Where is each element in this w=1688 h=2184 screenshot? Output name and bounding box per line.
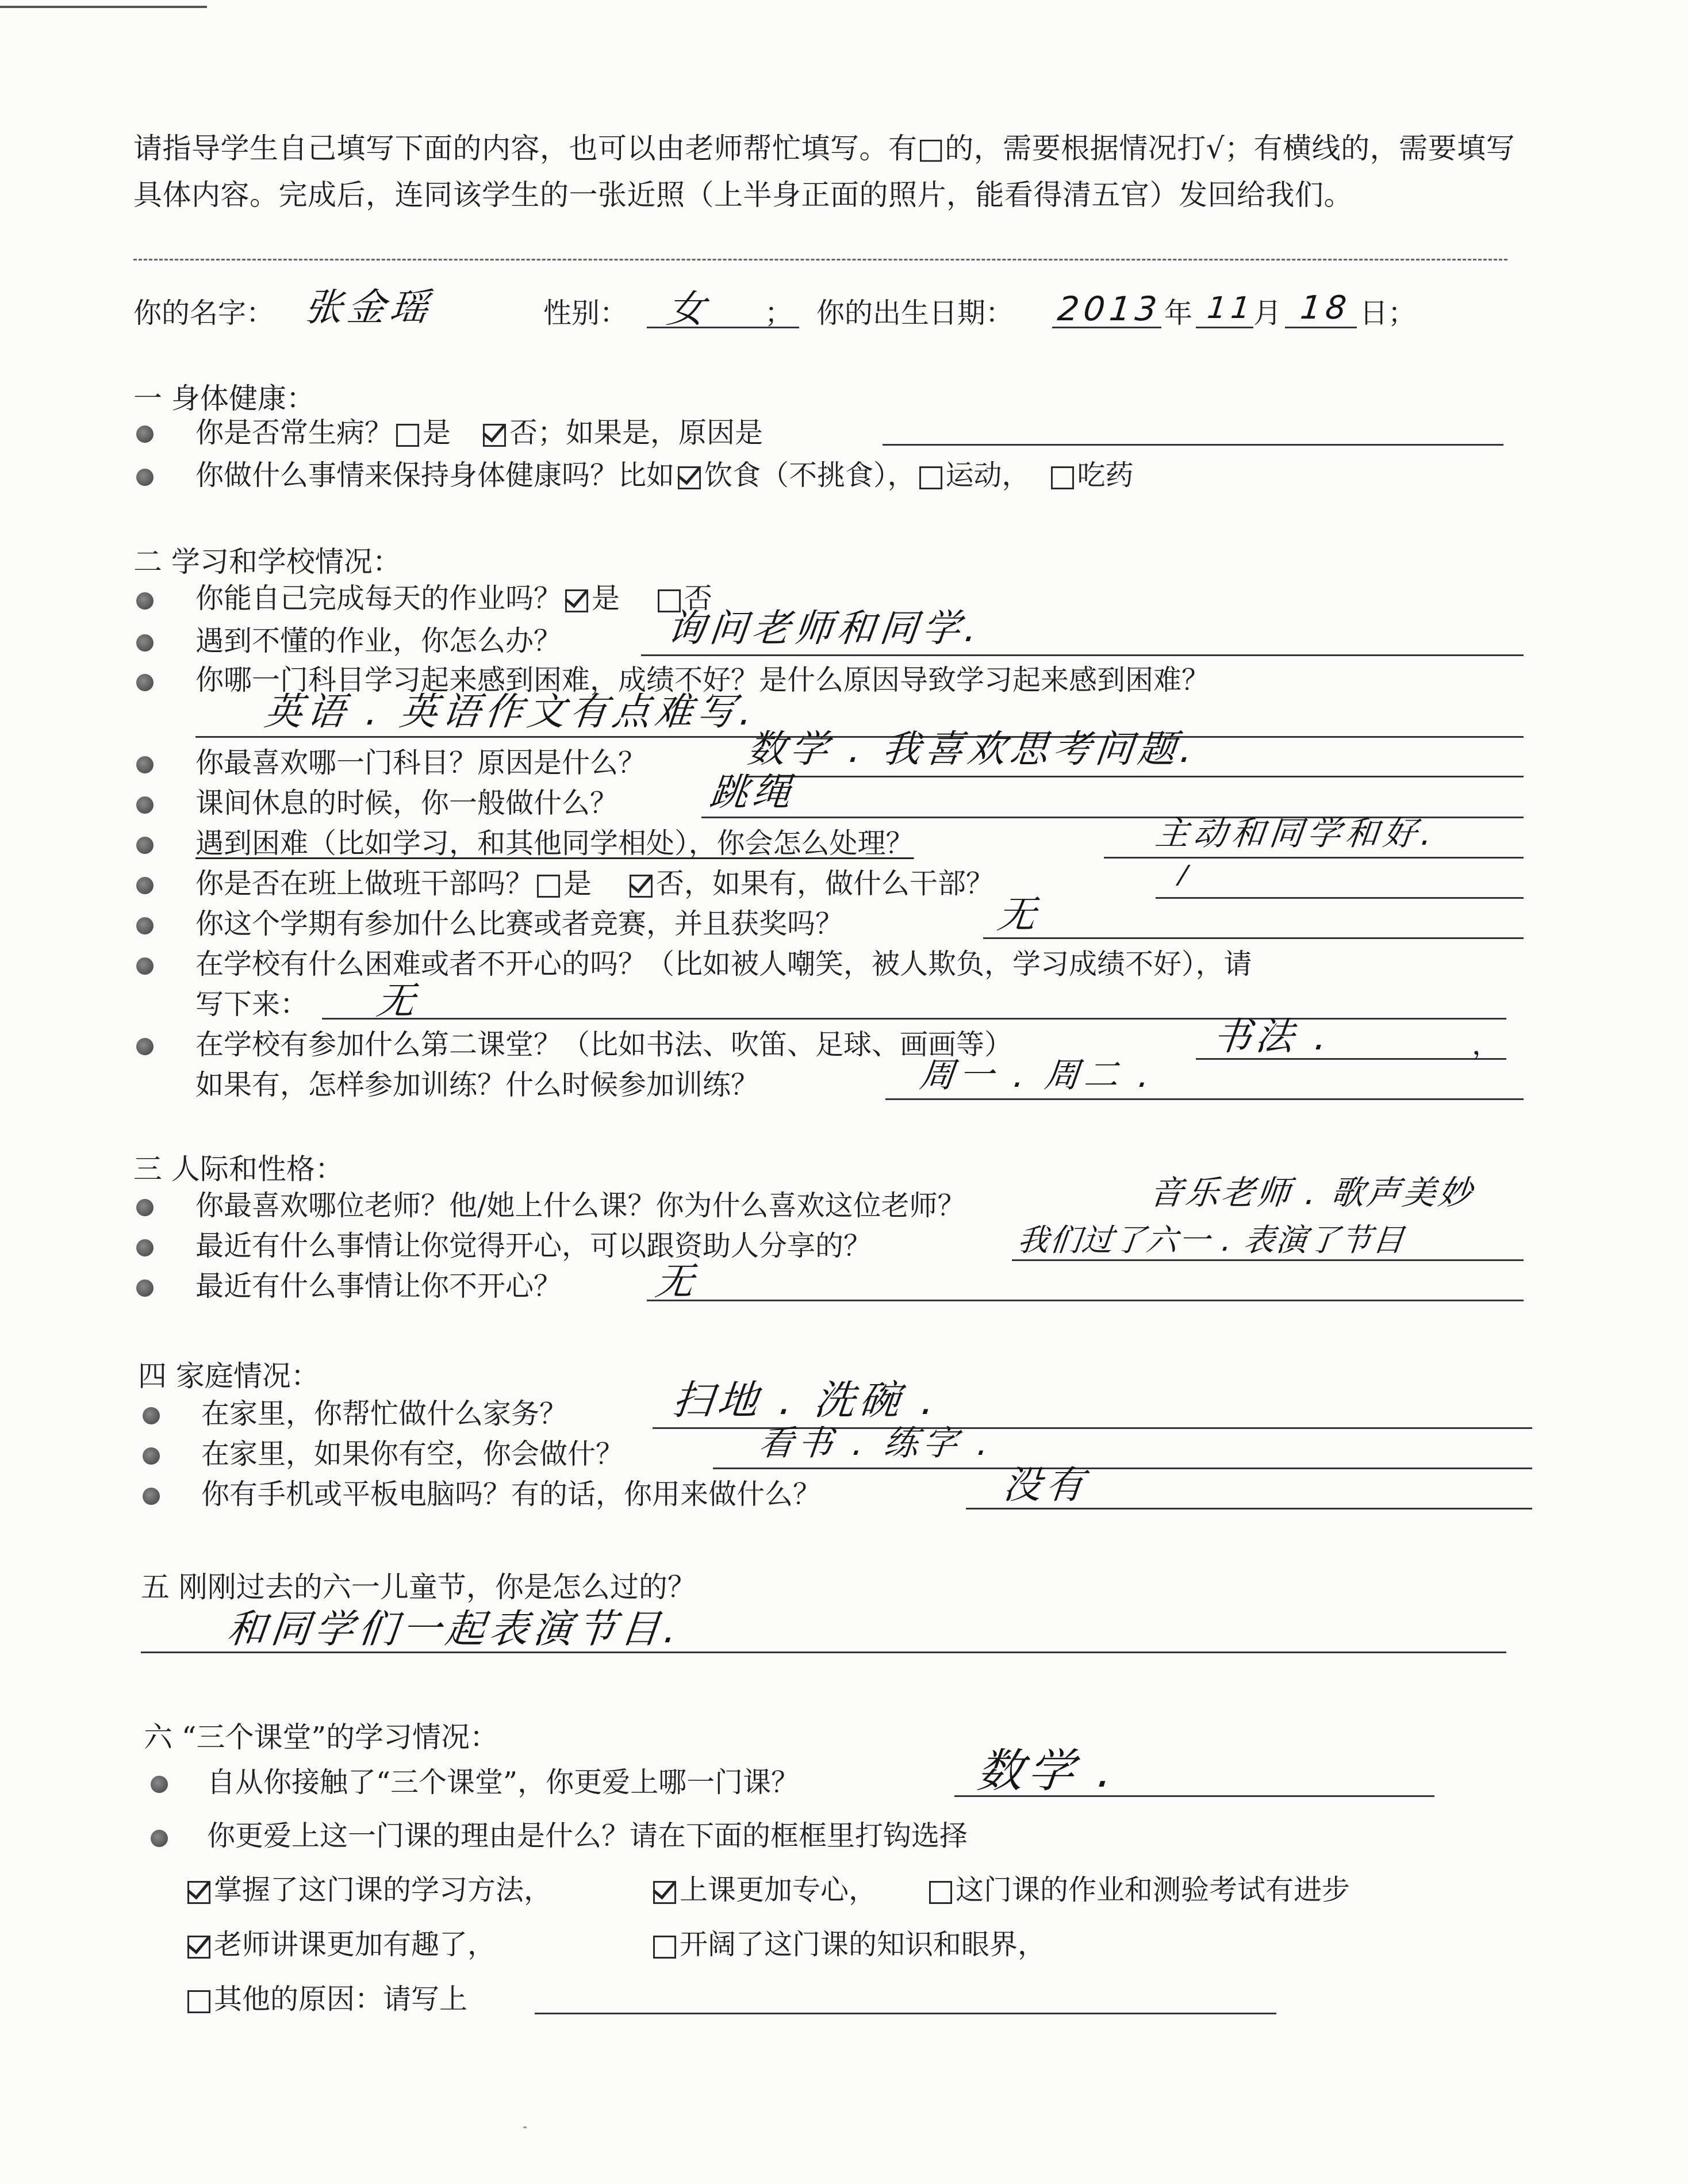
s2-q2-underline	[641, 654, 1524, 656]
s5-answer[interactable]: 和同学们一起表演节目.	[224, 1607, 684, 1652]
s2-q9-answer[interactable]: 无	[374, 979, 422, 1023]
s2-q9-line2: 写下来：	[195, 988, 309, 1021]
bullet-icon	[136, 957, 154, 975]
s2-q10-comma: ，	[1472, 1028, 1501, 1061]
checkbox-progress[interactable]	[929, 1881, 952, 1904]
s6-q1-answer[interactable]: 数学 .	[975, 1744, 1120, 1798]
s1-q2	[195, 459, 1134, 492]
s1-q2-exercise-label: 运动，	[945, 459, 1030, 492]
gender-value[interactable]: 女	[665, 287, 712, 331]
s1-q1-underline	[883, 444, 1503, 446]
checkbox-diet-checked[interactable]	[678, 466, 701, 489]
section-5-title: 五 刚刚过去的六一儿童节，你是怎么过的？	[141, 1570, 696, 1604]
s2-q10-line2: 如果有，怎样参加训练？什么时候参加训练？	[195, 1068, 759, 1101]
s2-q7-underline	[1156, 897, 1524, 899]
bullet-icon	[136, 592, 154, 610]
s2-q3-answer[interactable]: 英语 . 英语作文有点难写.	[262, 689, 759, 734]
s3-q2-underline	[1012, 1259, 1524, 1261]
s2-q4-answer[interactable]: 数学 . 我喜欢思考问题.	[745, 727, 1200, 771]
section-2-title: 二 学习和学校情况：	[133, 545, 401, 578]
dob-year[interactable]: 2013	[1056, 289, 1164, 328]
checkbox-yes[interactable]	[396, 424, 419, 447]
bullet-icon	[136, 426, 154, 443]
s2-q4: 你最喜欢哪一门科目？原因是什么？	[195, 746, 647, 779]
dob-day-underline	[1285, 327, 1357, 328]
s3-q3: 最近有什么事情让你不开心？	[195, 1270, 562, 1302]
bullet-icon	[143, 1447, 160, 1465]
year-suffix: 年	[1164, 297, 1193, 329]
s2-q10-answer-1[interactable]: 书法 .	[1211, 1014, 1334, 1059]
checkbox-interesting-checked[interactable]	[187, 1936, 210, 1959]
s6-option-other-label: 其他的原因：请写上	[214, 1983, 468, 2016]
bullet-icon	[136, 756, 154, 773]
checkbox-focus-checked[interactable]	[653, 1881, 676, 1904]
s3-q3-underline	[647, 1300, 1524, 1301]
s2-q7-no-label: 否，如果有，做什么干部？	[656, 867, 995, 900]
s4-q1: 在家里，你帮忙做什么家务？	[201, 1397, 568, 1430]
checkbox-yes-checked[interactable]	[565, 589, 588, 612]
name-label: 你的名字：	[133, 297, 275, 329]
dob-label: 你的出生日期：	[816, 297, 1014, 329]
s2-q7	[195, 869, 994, 898]
s1-q1-text: 你是否常生病？	[195, 416, 393, 449]
dob-day[interactable]: 18	[1298, 289, 1353, 327]
day-suffix: 日；	[1360, 297, 1417, 329]
s2-q8-underline	[983, 937, 1524, 939]
s6-option-interesting-label: 老师讲课更加有趣了，	[214, 1928, 496, 1961]
s2-q1	[195, 582, 713, 615]
bullet-icon	[151, 1776, 168, 1793]
checkbox-medicine[interactable]	[1051, 466, 1074, 489]
checkbox-horizon[interactable]	[653, 1936, 676, 1959]
bullet-icon	[136, 469, 154, 486]
s1-q2-text: 你做什么事情来保持身体健康吗？比如	[195, 459, 675, 492]
s6-option-focus	[650, 1873, 877, 1906]
month-suffix: 月	[1253, 297, 1282, 329]
s4-q2-underline	[713, 1468, 1532, 1469]
s4-q2-answer[interactable]: 看书 . 练字 .	[757, 1423, 996, 1463]
s2-q5-answer[interactable]: 跳绳	[708, 770, 798, 814]
bullet-icon	[136, 1279, 154, 1297]
s4-q2: 在家里，如果你有空，你会做什？	[201, 1438, 624, 1470]
s6-other-underline	[535, 2013, 1276, 2014]
s2-q1-no-label: 否	[684, 582, 713, 615]
scan-edge-line	[0, 6, 207, 8]
gender-end: ；	[765, 297, 793, 329]
scan-speck	[523, 2126, 527, 2128]
bullet-icon	[151, 1830, 168, 1847]
name-value[interactable]: 张金瑶	[302, 285, 435, 329]
s6-q1: 自从你接触了“三个课堂”，你更爱上哪一门课？	[207, 1766, 800, 1799]
checkbox-method-checked[interactable]	[187, 1881, 210, 1904]
s6-option-method	[184, 1873, 553, 1906]
bullet-icon	[136, 837, 154, 854]
bullet-icon	[136, 634, 154, 652]
s2-q6-answer[interactable]: 主动和同学和好.	[1153, 814, 1439, 853]
bullet-icon	[136, 674, 154, 691]
s1-q2-diet-label: 饮食（不挑食），	[704, 459, 916, 492]
bullet-icon	[136, 1038, 154, 1055]
instructions-paragraph: 请指导学生自己填写下面的内容，也可以由老师帮忙填写。有□的，需要根据情况打√；有横线的，需要填写具体内容。完成后，连同该学生的一张近照（上半身正面的照片，能看得清五官）发回给我们。	[133, 132, 1516, 212]
dashed-separator	[133, 259, 1507, 260]
s2-q3: 你哪一门科目学习起来感到困难，成绩不好？是什么原因导致学习起来感到困难？	[195, 664, 1210, 696]
section-1-title: 一 身体健康：	[133, 382, 315, 415]
checkbox-no-checked[interactable]	[483, 424, 506, 447]
bullet-icon	[136, 1239, 154, 1256]
bullet-icon	[143, 1407, 160, 1424]
s2-q5: 课间休息的时候，你一般做什么？	[195, 787, 619, 819]
s6-option-progress-label: 这门课的作业和测验考试有进步	[956, 1873, 1351, 1906]
s6-option-focus-label: 上课更加专心，	[680, 1873, 877, 1906]
s2-q6: 遇到困难（比如学习，和其他同学相处），你会怎么处理？	[195, 827, 914, 860]
s2-q1-text: 你能自己完成每天的作业吗？	[195, 582, 562, 615]
s3-q3-answer[interactable]: 无	[653, 1259, 701, 1304]
s3-q2: 最近有什么事情让你觉得开心，可以跟资助人分享的？	[195, 1229, 872, 1262]
section-6-title: 六 “三个课堂”的学习情况：	[144, 1721, 499, 1754]
bullet-icon	[143, 1488, 160, 1505]
dob-month-underline	[1196, 327, 1253, 328]
checkbox-other[interactable]	[187, 1990, 210, 2013]
s2-q8-answer[interactable]: 无	[995, 892, 1043, 937]
s6-option-horizon-label: 开阔了这门课的知识和眼界，	[680, 1928, 1046, 1961]
s6-q2: 你更爱上这一门课的理由是什么？请在下面的框框里打钩选择	[207, 1819, 968, 1852]
s2-q9-line1: 在学校有什么困难或者不开心的吗？（比如被人嘲笑，被人欺负，学习成绩不好），请	[195, 948, 1252, 980]
s2-q10-underline-2	[885, 1098, 1524, 1100]
s1-q1-yes-label: 是	[423, 416, 451, 449]
s4-q3-underline	[966, 1508, 1532, 1509]
s2-q4-underline	[747, 776, 1524, 777]
dob-month[interactable]: 11	[1205, 291, 1257, 325]
s2-q2-answer[interactable]: 询问老师和同学.	[665, 606, 984, 650]
gender-label: 性别：	[543, 297, 628, 329]
s6-option-method-label: 掌握了这门课的学习方法，	[214, 1873, 553, 1906]
s6-option-interesting	[184, 1930, 496, 1959]
s2-q7-answer[interactable]: /	[1177, 860, 1194, 890]
bullet-icon	[136, 796, 154, 814]
s2-q7-yes-label: 是	[563, 867, 592, 900]
checkbox-no-checked[interactable]	[630, 875, 653, 898]
section-4-title: 四 家庭情况：	[138, 1359, 320, 1393]
s4-q1-answer[interactable]: 扫地 . 洗碗 .	[670, 1377, 942, 1424]
s2-q10-answer-2[interactable]: 周一 . 周二 .	[918, 1055, 1157, 1095]
s2-q8: 你这个学期有参加什么比赛或者竞赛，并且获奖吗？	[195, 907, 844, 940]
bullet-icon	[136, 877, 154, 894]
s2-q6-underline	[1104, 857, 1524, 859]
s6-option-progress	[926, 1873, 1351, 1906]
bullet-icon	[136, 1199, 154, 1216]
s4-q3-answer[interactable]: 没有	[1001, 1463, 1091, 1507]
s4-q3: 你有手机或平板电脑吗？有的话，你用来做什么？	[201, 1478, 822, 1511]
s2-q2: 遇到不懂的作业，你怎么办？	[195, 624, 562, 657]
s1-q1	[195, 416, 764, 449]
bullet-icon	[136, 917, 154, 934]
s2-q1-yes-label: 是	[592, 582, 620, 615]
s2-q7-text: 你是否在班上做班干部吗？	[195, 867, 534, 900]
s1-q1-no-label: 否；如果是，原因是	[509, 416, 764, 449]
checkbox-yes[interactable]	[537, 875, 560, 898]
s3-q1-answer[interactable]: 音乐老师 . 歌声美妙	[1148, 1173, 1476, 1212]
s1-q2-medicine-label: 吃药	[1077, 459, 1134, 492]
s6-option-horizon	[650, 1930, 1046, 1959]
section-3-title: 三 人际和性格：	[133, 1152, 344, 1186]
s3-q1: 你最喜欢哪位老师？他/她上什么课？你为什么喜欢这位老师？	[195, 1189, 966, 1222]
s3-q2-answer[interactable]: 我们过了六一 . 表演了节目	[1015, 1222, 1407, 1258]
s2-q10-line1: 在学校有参加什么第二课堂？（比如书法、吹笛、足球、画画等）	[195, 1028, 1013, 1061]
s6-option-other	[184, 1983, 468, 2016]
checkbox-exercise[interactable]	[919, 466, 942, 489]
